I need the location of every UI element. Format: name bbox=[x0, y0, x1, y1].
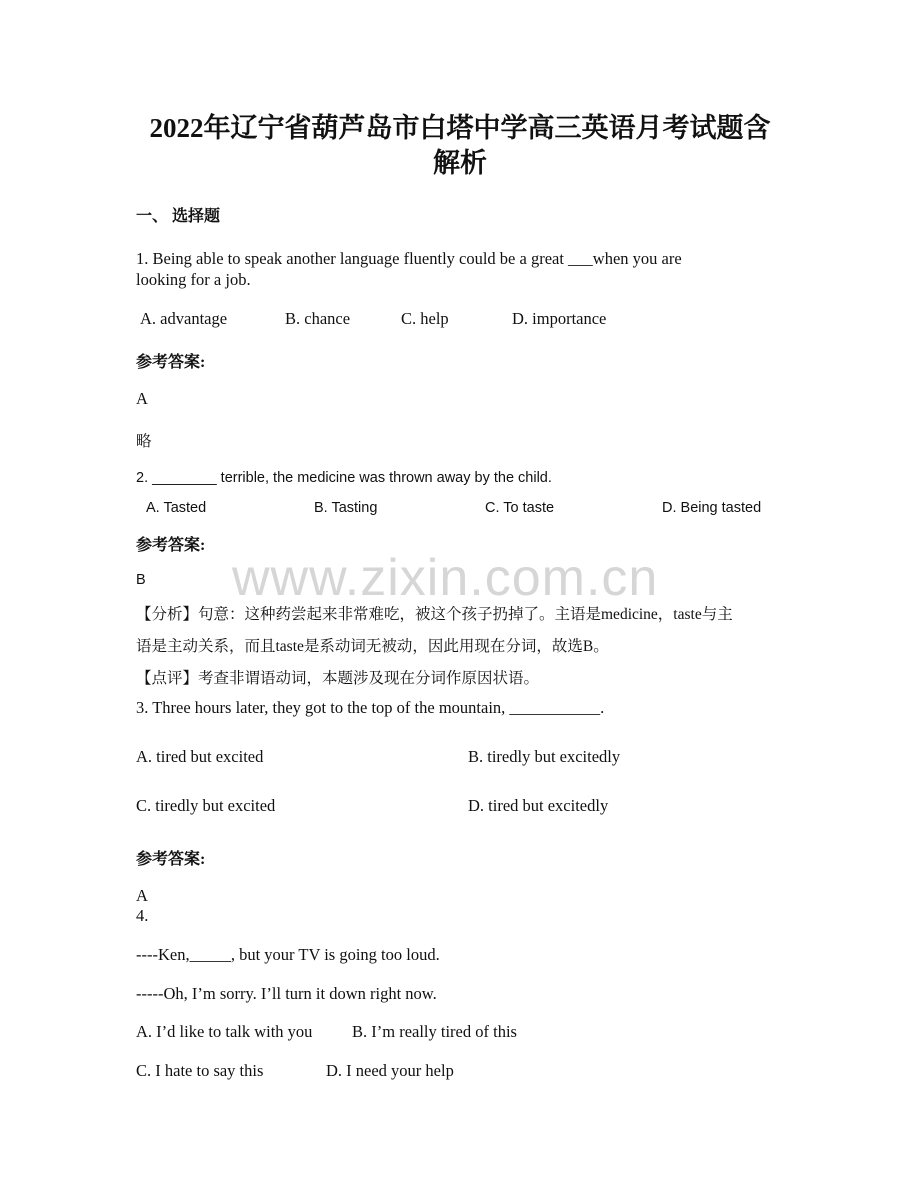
section-heading: 一、 选择题 bbox=[136, 208, 221, 225]
q2-analysis-line1: 【分析】句意：这种药尝起来非常难吃，被这个孩子扔掉了。主语是medicine，taste与主 bbox=[136, 606, 733, 623]
q3-option-d: D. tired but excitedly bbox=[468, 796, 609, 815]
q3-stem: 3. Three hours later, they got to the top of the mountain, ___________. bbox=[136, 698, 605, 717]
q4-dialogue-line1: ----Ken,_____, but your TV is going too loud. bbox=[136, 945, 440, 964]
document-title-line1: 2022年辽宁省葫芦岛市白塔中学高三英语月考试题含 bbox=[149, 113, 771, 143]
q2-option-d: D. Being tasted bbox=[662, 500, 762, 516]
q1-option-d: D. importance bbox=[512, 309, 607, 328]
q4-option-c: C. I hate to say this bbox=[136, 1061, 264, 1080]
q1-option-b: B. chance bbox=[285, 309, 351, 328]
q2-option-b: B. Tasting bbox=[314, 500, 378, 516]
q4-dialogue-line2: -----Oh, I’m sorry. I’ll turn it down right now. bbox=[136, 984, 437, 1003]
q2-analysis-line2: 语是主动关系，而且taste是系动词无被动，因此用现在分词，故选B。 bbox=[136, 638, 609, 655]
q1-option-a: A. advantage bbox=[140, 309, 228, 328]
q2-comment: 【点评】考查非谓语动词，本题涉及现在分词作原因状语。 bbox=[136, 670, 540, 687]
q1-option-c: C. help bbox=[401, 309, 449, 328]
q1-answer: A bbox=[136, 389, 148, 408]
q2-option-c: C. To taste bbox=[485, 500, 555, 516]
q3-option-a: A. tired but excited bbox=[136, 747, 264, 766]
q1-answer-label: 参考答案: bbox=[136, 354, 206, 371]
q4-number: 4. bbox=[136, 906, 149, 925]
q2-answer-label: 参考答案: bbox=[136, 537, 206, 554]
q3-option-b: B. tiredly but excitedly bbox=[468, 747, 621, 766]
q1-stem-line1: 1. Being able to speak another language fluently could be a great ___when you are bbox=[136, 249, 682, 268]
q3-answer-label: 参考答案: bbox=[136, 851, 206, 868]
q4-option-a: A. I’d like to talk with you bbox=[136, 1022, 313, 1041]
q4-option-d: D. I need your help bbox=[326, 1061, 454, 1080]
q3-option-c: C. tiredly but excited bbox=[136, 796, 276, 815]
q4-option-b: B. I’m really tired of this bbox=[352, 1022, 517, 1041]
q1-explanation: 略 bbox=[136, 433, 152, 450]
q2-option-a: A. Tasted bbox=[146, 500, 207, 516]
document-title-line2: 解析 bbox=[433, 148, 487, 178]
q3-answer: A bbox=[136, 886, 148, 905]
watermark: www.zixin.com.cn bbox=[232, 549, 659, 607]
q1-stem-line2: looking for a job. bbox=[136, 270, 251, 289]
q2-answer: B bbox=[136, 572, 146, 588]
q2-stem: 2. ________ terrible, the medicine was thrown away by the child. bbox=[136, 470, 552, 486]
